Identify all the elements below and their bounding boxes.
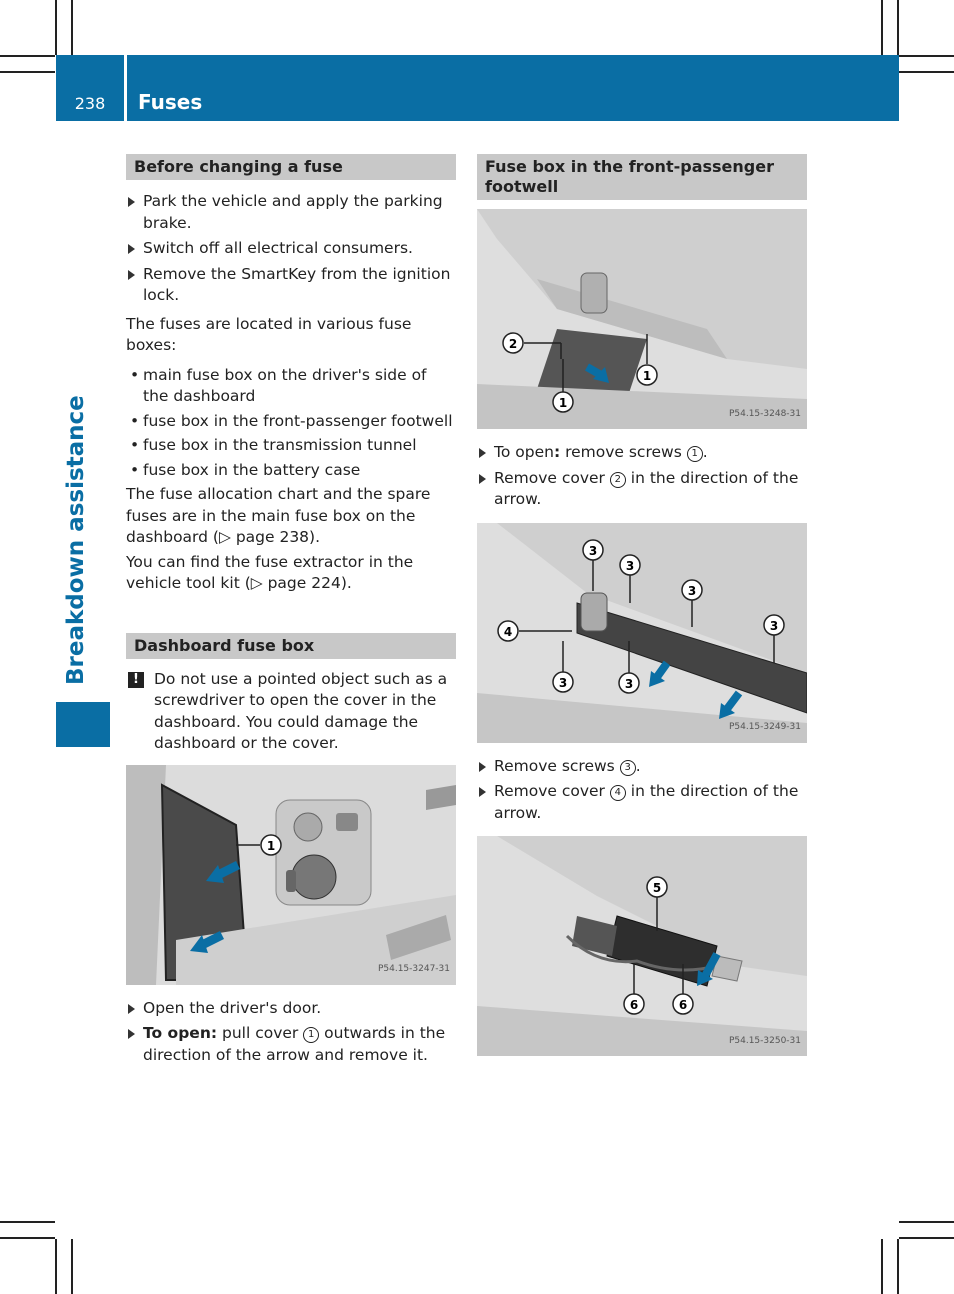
svg-text:5: 5 bbox=[652, 881, 662, 895]
list-item: • fuse box in the front-passenger footwell bbox=[126, 411, 456, 433]
step-open-door: Open the driver's door. bbox=[126, 998, 456, 1020]
step-park-vehicle: Park the vehicle and apply the parking brake. bbox=[126, 191, 456, 234]
crop-mark bbox=[55, 1239, 57, 1294]
step-remove-screws-1 bbox=[477, 442, 807, 464]
svg-text:3: 3 bbox=[558, 675, 568, 690]
step-remove-cover-2 bbox=[477, 468, 807, 511]
side-chapter-tab bbox=[56, 702, 110, 747]
svg-text:3: 3 bbox=[624, 676, 634, 691]
callout-marker bbox=[553, 672, 573, 692]
callout-marker bbox=[553, 392, 573, 412]
step-text: Remove cover bbox=[494, 782, 610, 800]
fuse-allocation-paragraph: The fuse allocation chart and the spare fuses are in the main fuse box on the dashboard (▷ page 238). bbox=[126, 485, 431, 546]
page-title: Fuses bbox=[138, 90, 203, 114]
callout-marker bbox=[261, 835, 281, 855]
figure-code: P54.15-3250-31 bbox=[728, 1035, 801, 1046]
crop-mark bbox=[897, 0, 899, 55]
crop-mark bbox=[0, 1221, 55, 1223]
step-remove-screws-3 bbox=[477, 756, 807, 778]
step-remove-cover-4 bbox=[477, 781, 807, 824]
callout-marker bbox=[624, 994, 644, 1014]
dashboard-illustration bbox=[126, 765, 456, 985]
step-text: . bbox=[702, 443, 708, 461]
fuse-extractor-paragraph: You can find the fuse extractor in the vehicle tool kit (▷ page 224). bbox=[126, 552, 414, 592]
callout-reference: 1 bbox=[687, 446, 703, 462]
warning-icon: ! bbox=[128, 672, 144, 688]
step-switch-off: Switch off all electrical consumers. bbox=[126, 238, 456, 260]
section-title-dashboard-fuse-box: Dashboard fuse box bbox=[126, 633, 456, 659]
callout-marker bbox=[647, 877, 667, 897]
crop-mark bbox=[0, 1237, 55, 1239]
step-text: outwards in the direction of the arrow and remove it. bbox=[143, 1024, 446, 1064]
svg-text:6: 6 bbox=[629, 998, 639, 1012]
list-item: • fuse box in the transmission tunnel bbox=[126, 435, 456, 457]
callout-marker bbox=[764, 615, 784, 635]
svg-text:3: 3 bbox=[588, 543, 598, 558]
page-number: 238 bbox=[74, 94, 106, 113]
footwell-cover-illustration bbox=[477, 523, 807, 743]
figure-code: P54.15-3248-31 bbox=[728, 408, 801, 419]
fuse-boxes-intro: The fuses are located in various fuse boxes: bbox=[126, 314, 412, 354]
crop-mark bbox=[71, 1239, 73, 1294]
list-item: • fuse box in the battery case bbox=[126, 460, 456, 482]
crop-mark bbox=[899, 1237, 954, 1239]
crop-mark bbox=[899, 71, 954, 73]
fuse-box-illustration bbox=[477, 836, 807, 1056]
footwell-figure-3 bbox=[477, 836, 807, 1056]
callout-marker bbox=[637, 365, 657, 385]
side-chapter-text: Breakdown assistance bbox=[63, 395, 89, 685]
crop-mark bbox=[899, 55, 954, 57]
step-text: pull cover bbox=[217, 1024, 304, 1042]
svg-text:6: 6 bbox=[678, 998, 688, 1012]
step-text: Remove screws bbox=[494, 756, 620, 775]
callout-marker bbox=[620, 555, 640, 575]
callout-marker bbox=[619, 673, 639, 693]
section-title-before-changing: Before changing a fuse bbox=[126, 154, 456, 180]
warning-note bbox=[126, 669, 456, 755]
list-item: • main fuse box on the driver's side of the dashboard bbox=[126, 365, 456, 408]
crop-mark bbox=[0, 55, 55, 57]
crop-mark bbox=[897, 1239, 899, 1294]
crop-mark bbox=[55, 0, 57, 55]
callout-reference: 4 bbox=[610, 785, 626, 801]
step-text: . bbox=[635, 756, 641, 775]
dashboard-fuse-box-figure bbox=[126, 765, 456, 985]
svg-text:3: 3 bbox=[769, 618, 779, 633]
callout-marker bbox=[682, 580, 702, 600]
section-title-passenger-footwell: Fuse box in the front-passenger footwell bbox=[477, 154, 807, 200]
callout-reference: 2 bbox=[610, 472, 626, 488]
footwell-figure-2 bbox=[477, 523, 807, 743]
step-colon: : bbox=[553, 443, 561, 461]
warning-text: Do not use a pointed object such as a screwdriver to open the cover in the dashboard. You could damage the dashboard or the cover. bbox=[154, 669, 448, 752]
step-remove-smartkey: Remove the SmartKey from the ignition lock. bbox=[126, 264, 456, 307]
callout-reference: 1 bbox=[303, 1027, 319, 1043]
footwell-illustration bbox=[477, 209, 807, 429]
svg-text:1: 1 bbox=[642, 369, 652, 383]
svg-text:2: 2 bbox=[508, 337, 518, 351]
step-emphasis: To open: bbox=[143, 1024, 218, 1042]
step-pull-cover bbox=[126, 1023, 456, 1066]
crop-mark bbox=[899, 1221, 954, 1223]
step-text: in the direction of the arrow. bbox=[494, 468, 799, 508]
callout-marker bbox=[498, 621, 518, 641]
callout-marker bbox=[583, 540, 603, 560]
figure-code: P54.15-3249-31 bbox=[728, 722, 801, 732]
crop-mark bbox=[881, 0, 883, 55]
svg-text:3: 3 bbox=[625, 558, 635, 573]
left-column bbox=[126, 154, 456, 1070]
figure-code: P54.15-3247-31 bbox=[377, 964, 450, 974]
step-text: remove screws bbox=[560, 443, 687, 461]
crop-mark bbox=[71, 0, 73, 55]
crop-mark bbox=[0, 71, 55, 73]
step-text: To open bbox=[494, 443, 554, 461]
callout-reference: 3 bbox=[620, 760, 636, 776]
crop-mark bbox=[881, 1239, 883, 1294]
svg-text:1: 1 bbox=[266, 838, 276, 853]
header-separator bbox=[124, 55, 127, 121]
step-text: Remove cover bbox=[494, 468, 610, 487]
callout-marker bbox=[503, 333, 523, 353]
svg-text:1: 1 bbox=[558, 396, 568, 410]
svg-text:4: 4 bbox=[503, 624, 513, 639]
footwell-figure-1 bbox=[477, 209, 807, 429]
callout-marker bbox=[673, 994, 693, 1014]
right-column bbox=[477, 154, 807, 1056]
step-text: in the direction of the arrow. bbox=[494, 782, 799, 822]
svg-text:3: 3 bbox=[687, 583, 697, 598]
